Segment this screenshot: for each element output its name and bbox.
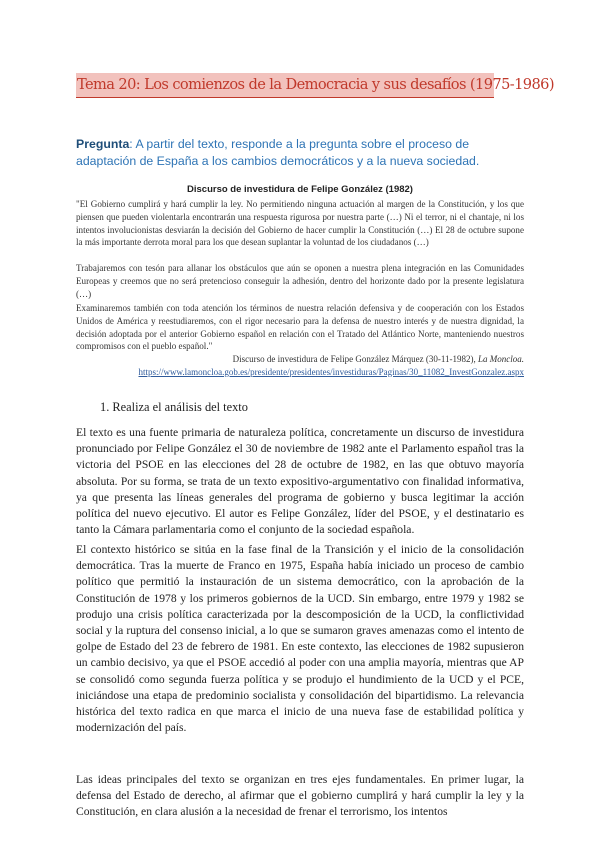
analysis-paragraph-3: Las ideas principales del texto se organizan en tres ejes fundamentales. En primer lugar, la defensa del Estado de derecho, al afirmar que el gobierno cumplirá y hará cumplir la ley y la Constitución, en clara alusión a la necesidad de frenar el terrorismo, los intentos [76, 773, 524, 819]
quote-title: Discurso de investidura de Felipe González (1982) [187, 184, 413, 195]
topic-title-highlight [76, 73, 554, 98]
quote-citation [76, 353, 524, 378]
question-text: : A partir del texto, responde a la pregunta sobre el proceso de adaptación de España a los cambios democráticos y a la nueva sociedad. [76, 137, 480, 168]
citation-source: La Moncloa. [478, 354, 524, 364]
quote-paragraph-2: Trabajaremos con tesón para allanar los obstáculos que aún se oponen a nuestra plena integración en las Comunidades Europeas y creemos que no será pretencioso conseguir la adhesión, dentro del horizonte dado por la presente legislatura (…) [76, 263, 524, 299]
analysis-paragraph-2: El contexto histórico se sitúa en la fase final de la Transición y el inicio de la consolidación democrática. Tras la muerte de Franco en 1975, España había iniciado un proceso de cambio político que permitió la instauración de un sistema democrático, con la aprobación de la Constitución de 1978 y los primeros gobiernos de la UCD. Sin embargo, entre 1979 y 1982 se produjo una crisis política caracterizada por la descomposición de la UCD, la conflictividad social y la ruptura del consenso inicial, a lo que se sumaron graves amenazas como el intento de golpe de Estado del 23 de febrero de 1981. En este contexto, las elecciones de 1982 supusieron un cambio decisivo, ya que el PSOE accedió al poder con una amplia mayoría, mientras que AP se consolidó como segunda fuerza política y se produjo el hundimiento de la UCD y el PCE, iniciándose una etapa de predominio socialista y consolidación del bipartidismo. La relevancia histórica del texto radica en que marca el inicio de una nueva fase de estabilidad política y modernización del país. [76, 543, 524, 735]
question-block [76, 136, 524, 170]
quote-paragraph-1: "El Gobierno cumplirá y hará cumplir la ley. No permitiendo ninguna actuación al margen de la Constitución, y los que piensen que pueden violentarla encontrarán una respuesta rigurosa por nuestra parte (…) Ni el terror, ni el chantaje, ni los intentos involucionistas desviarán la decisión del Gobierno de hacer cumplir la Constitución (…) El 28 de octubre supone la más importante derrota moral para los que desean suplantar la voluntad de los ciudadanos (…) [76, 199, 524, 248]
question-label: Pregunta [76, 137, 130, 151]
section-heading: 1. Realiza el análisis del texto [100, 400, 248, 414]
citation-url-link[interactable]: https://www.lamoncloa.gob.es/presidente/presidentes/investiduras/Paginas/30_11082_InvestGonzalez.aspx [138, 366, 524, 377]
quote-paragraph-3: Examinaremos también con toda atención los términos de nuestra relación defensiva y de cooperación con los Estados Unidos de América y reestudiaremos, con el rigor necesario para la defensa de nuestro interés y de nuestra dignidad, la decisión adoptada por el anterior Gobierno español en relación con el Tratado del Atlántico Norte, manteniendo nuestros compromisos con el pueblo español." [76, 303, 524, 352]
analysis-paragraph-1: El texto es una fuente primaria de naturaleza política, concretamente un discurso de investidura pronunciado por Felipe González el 30 de noviembre de 1982 ante el Parlamento español tras la victoria del PSOE en las elecciones del 28 de octubre de 1982, en las que obtuvo mayoría absoluta. Por su forma, se trata de un texto expositivo-argumentativo con finalidad informativa, ya que presenta las líneas generales del programa de gobierno y busca legitimar la acción política del nuevo ejecutivo. El autor es Felipe González, líder del PSOE, y el destinatario es tanto la Cámara parlamentaria como el conjunto de la sociedad española. [76, 426, 524, 537]
citation-text: Discurso de investidura de Felipe González Márquez (30-11-1982), [232, 354, 478, 364]
topic-title: Tema 20: Los comienzos de la Democracia y sus desafíos (1975-1986) [77, 76, 554, 93]
